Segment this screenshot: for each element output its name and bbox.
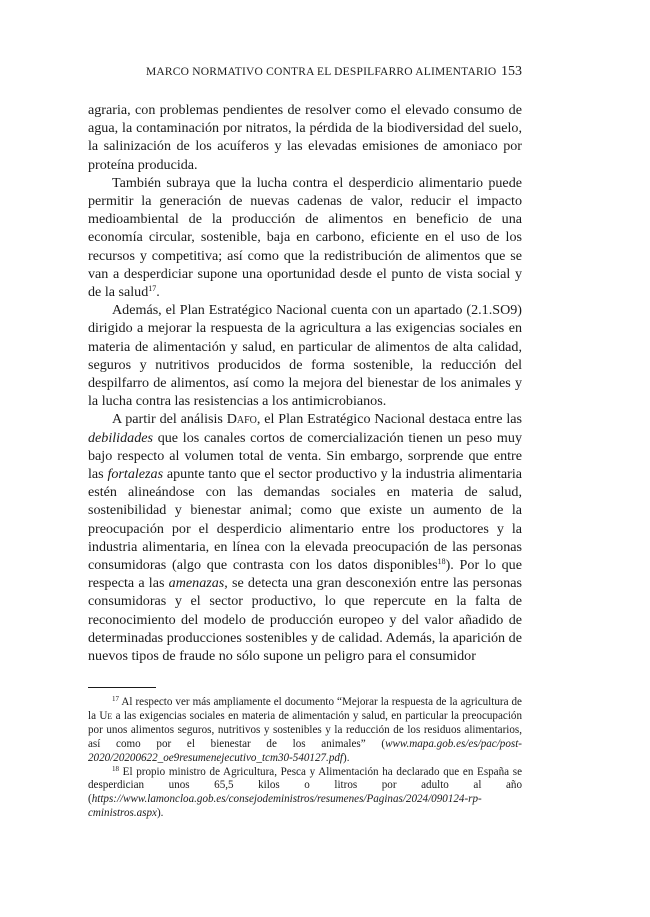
footnote-17-link[interactable]: www.mapa.gob.es/es/pac/post-2020/20200622_oe9resumenejecutivo_tcm30-540127.pdf bbox=[88, 737, 522, 764]
term-debilidades: debilidades bbox=[88, 429, 153, 446]
ue-acronym: Ue bbox=[99, 709, 113, 722]
term-amenazas: amenazas bbox=[168, 575, 225, 592]
footnote-divider bbox=[88, 687, 156, 688]
main-text bbox=[88, 101, 522, 665]
paragraph-1: agraria, con problemas pendientes de resolver como el elevado consumo de agua, la contaminación por nitratos, la pérdida de la biodiversidad del suelo, la salinización de los acuíferos y las elevadas emisiones de amoniaco por proteína producida. bbox=[88, 102, 522, 173]
term-fortalezas: fortalezas bbox=[107, 466, 164, 483]
page-number: 153 bbox=[501, 64, 522, 79]
footnote-ref-17[interactable]: 17 bbox=[148, 284, 157, 294]
footnote-ref-18[interactable]: 18 bbox=[437, 557, 446, 567]
footnotes bbox=[88, 696, 522, 821]
footnote-number-17: 17 bbox=[112, 695, 119, 703]
footnote-18-link[interactable]: https://www.lamoncloa.gob.es/consejodeministros/resumenes/Paginas/2024/090124-rp-cministros.aspx bbox=[88, 793, 482, 820]
dafo-acronym: Dafo bbox=[226, 411, 257, 428]
footnote-number-18: 18 bbox=[112, 764, 119, 773]
footnote-18: $^{18}$ El propio ministro de Agricultura, Pesca y Alimentación ha declarado que en España se desperdician unos 65,5 kilos o litros por adulto al año (https://www.lamoncloa.gob.es/consejodeministros/resumenes/Paginas/2024/090124-rp-cministros.aspx). bbox=[88, 764, 522, 820]
running-title: MARCO NORMATIVO CONTRA EL DESPILFARRO ALIMENTARIO bbox=[146, 66, 497, 78]
page-header bbox=[88, 66, 522, 84]
paragraph-3: Además, el Plan Estratégico Nacional cuenta con un apartado (2.1.SO9) dirigido a mejorar la respuesta de la agricultura a las exigencias sociales en materia de alimentación y salud, en particular de alimentos de alta calidad, seguros y nutritivos producidos de forma sostenible, la reducción del despilfarro de alimentos, así como la mejora del bienestar de los animales y la lucha contra las resistencias a los antimicrobianos. bbox=[88, 302, 522, 410]
paragraph-2: También subraya que la lucha contra el desperdicio alimentario puede permitir la generación de nuevas cadenas de valor, reducir el impacto medioambiental de la producción de alimentos en beneficio de una economía circular, sostenible, baja en carbono, eficiente en el uso de los recursos y competitiva; así como que la redistribución de alimentos que se van a desperdiciar supone una oportunidad desde el punto de vista social y de la salud$^{17}$. bbox=[88, 174, 522, 301]
paragraph-4: A partir del análisis Dafo, el Plan Estratégico Nacional destaca entre las debilidades que los canales cortos de comercialización tienen un peso muy bajo respecto al volumen total de venta. Sin embargo, sorprende que entre las fortalezas apunte tanto que el sector productivo y la industria alimentaria estén alineándose con las demandas sociales en materia de salud, sostenibilidad y bienestar animal; como que existe un aumento de la preocupación por el desperdicio alimentario entre los productores y la industria alimentaria, en línea con la elevada preocupación de las personas consumidoras (algo que contrasta con los datos disponibles$^{18}$). Por lo que respecta a las amenazas, se detecta una gran desconexión entre las personas consumidoras y el sector productivo, lo que repercute en la falta de reconocimiento del modelo de producción europeo y del valor añadido de determinadas producciones sostenibles y de calidad. Además, la aparición de nuevos tipos de fraude no sólo supone un peligro para el consumidor bbox=[88, 411, 522, 665]
footnote-17: $^{17}$ Al respecto ver más ampliamente el documento “Mejorar la respuesta de la agricultura de la Ue a las exigencias sociales en materia de alimentación y salud, en particular la preocupación por unos alimentos seguros, nutritivos y sostenibles y la reducción de los residuos alimentarios, así como por el bienestar de los animales” (www.mapa.gob.es/es/pac/post-2020/20200622_oe9resumenejecutivo_tcm30-540127.pdf). bbox=[88, 695, 522, 764]
